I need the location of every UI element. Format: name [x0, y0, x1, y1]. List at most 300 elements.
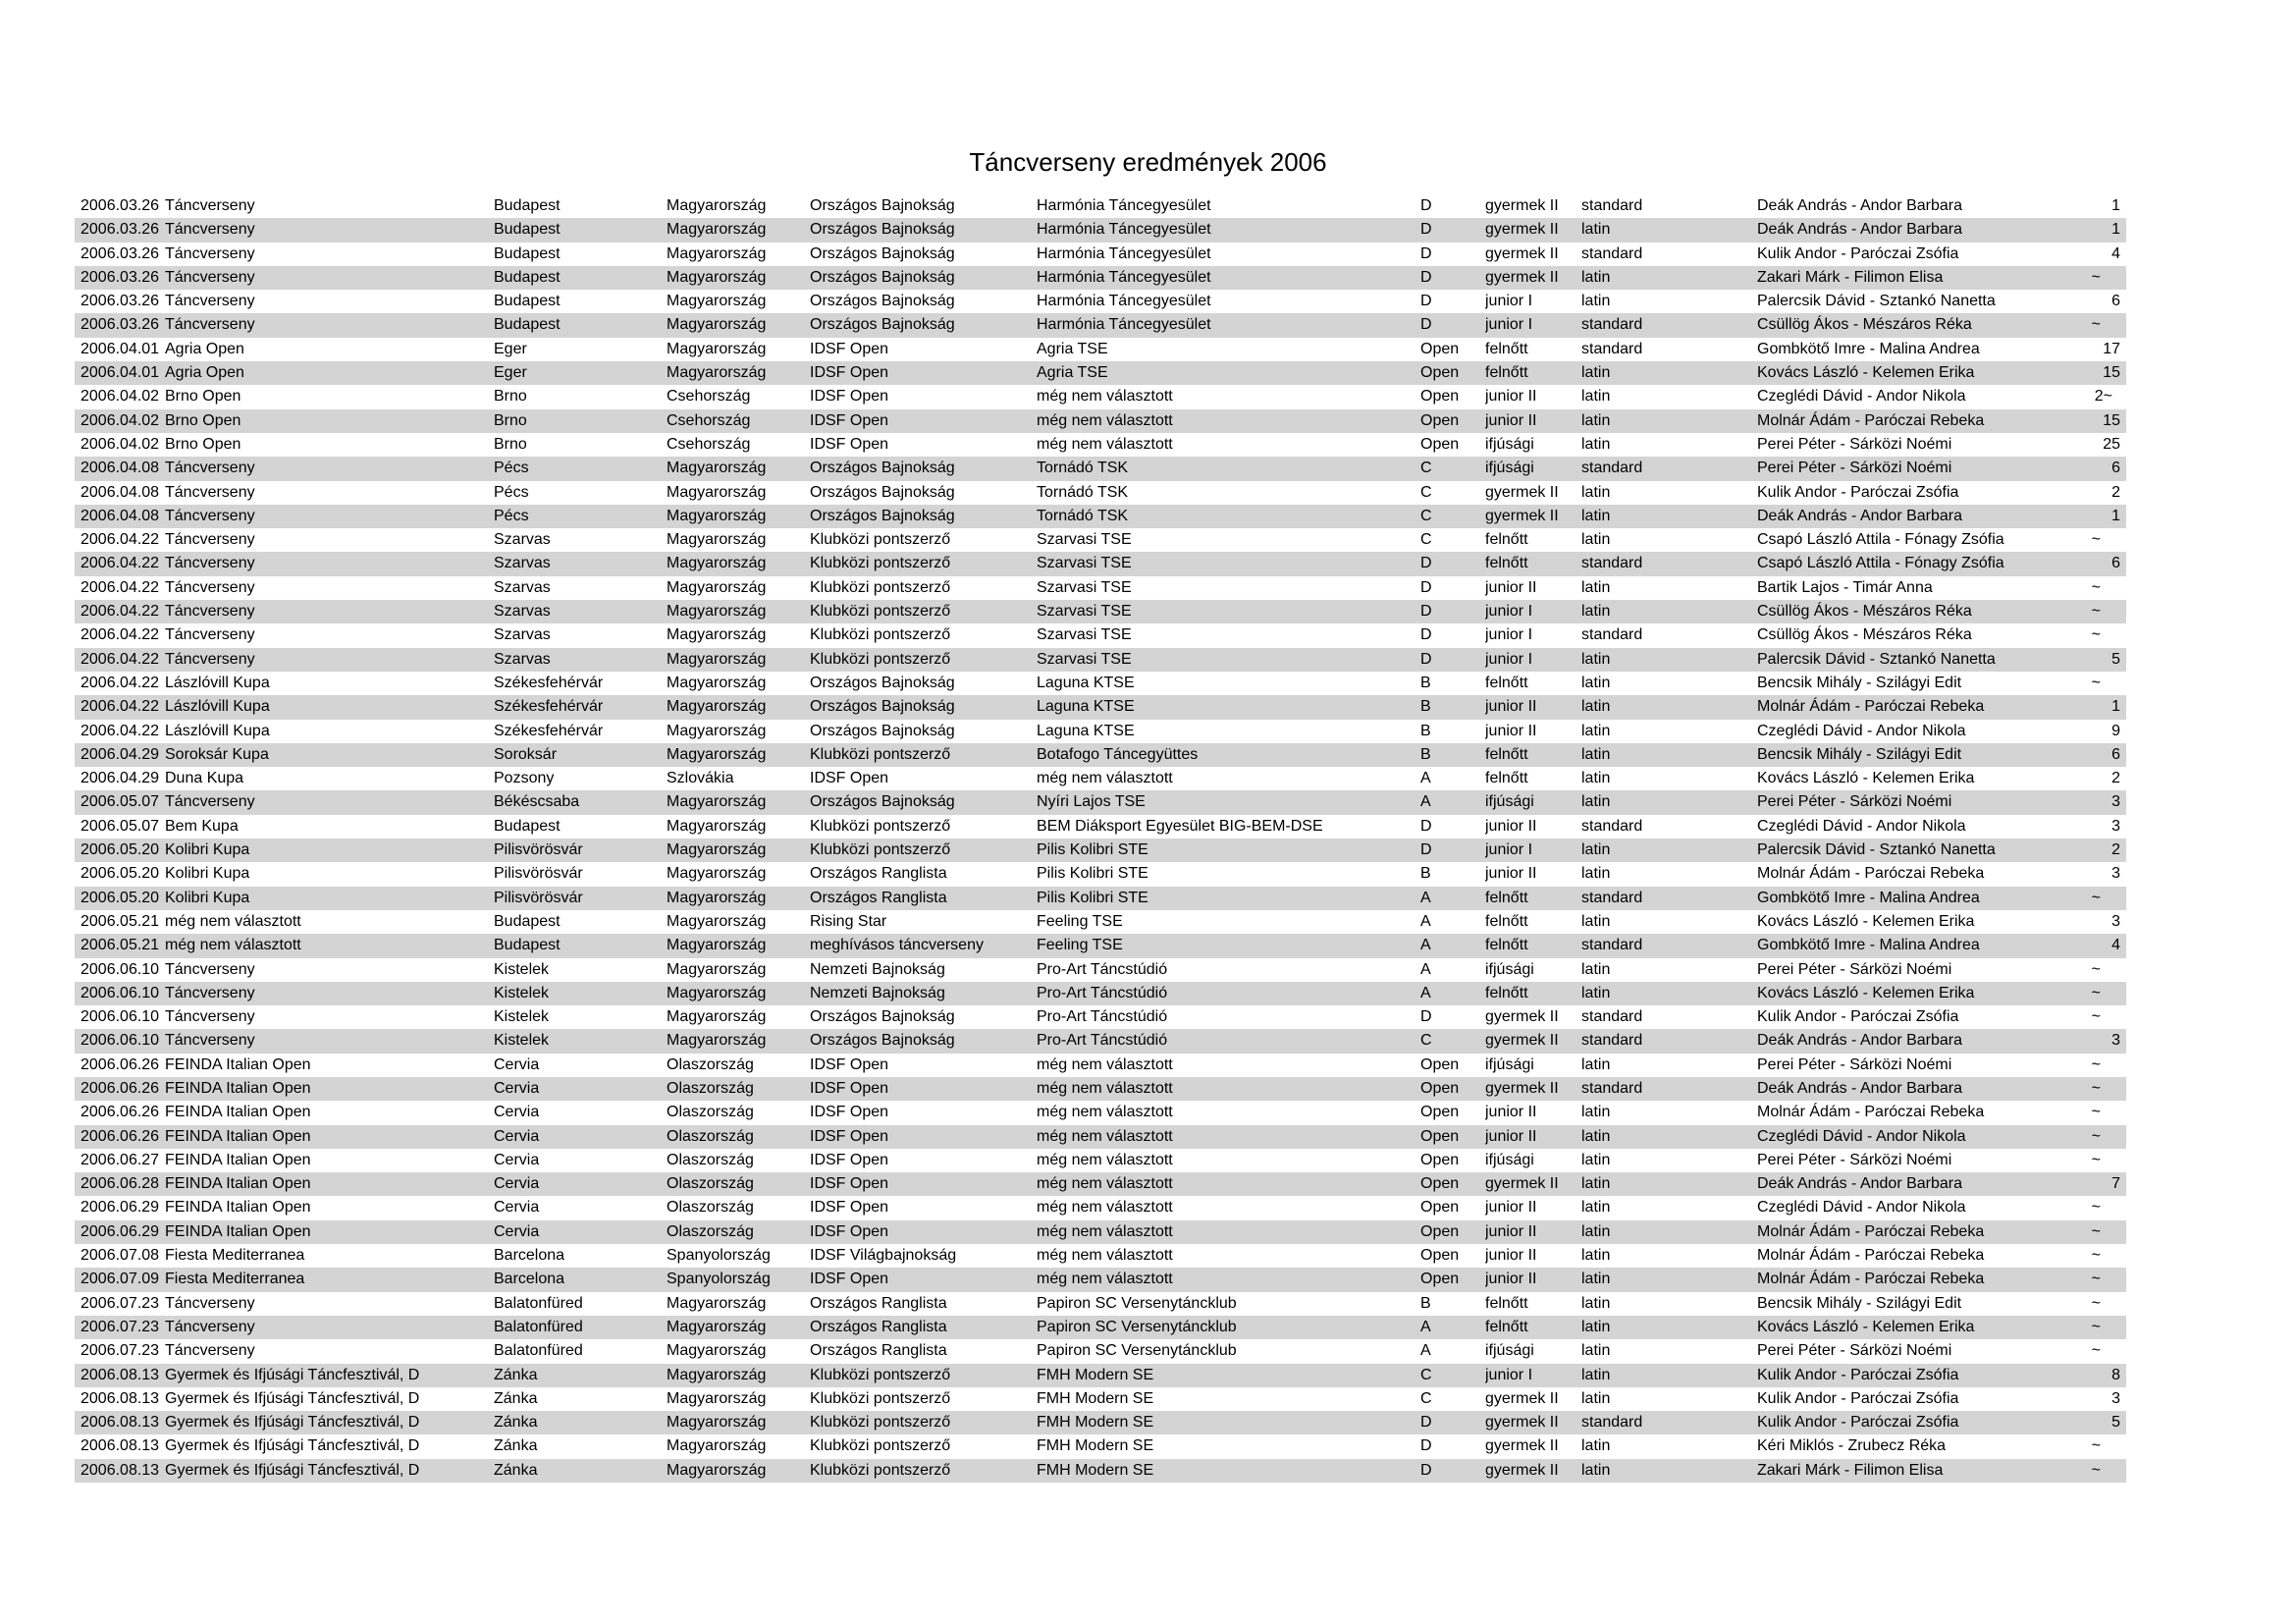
- cell-country: Magyarország: [667, 1342, 767, 1360]
- cell-city: Budapest: [494, 268, 561, 286]
- cell-couple: Kéri Miklós - Zrubecz Réka: [1757, 1437, 1947, 1455]
- cell-age-group: junior I: [1485, 626, 1533, 644]
- cell-couple: Deák András - Andor Barbara: [1757, 221, 1963, 239]
- cell-result: 4: [2111, 937, 2120, 954]
- cell-style: latin: [1581, 531, 1611, 549]
- cell-event-name: Táncverseny: [165, 793, 255, 811]
- cell-style: latin: [1581, 698, 1611, 716]
- cell-city: Budapest: [494, 221, 561, 239]
- cell-competition-type: Klubközi pontszerző: [810, 1437, 951, 1455]
- table-row[interactable]: [75, 243, 2126, 266]
- cell-city: Kistelek: [494, 1008, 550, 1026]
- table-row[interactable]: [75, 1268, 2126, 1291]
- table-row[interactable]: [75, 958, 2126, 982]
- table-row[interactable]: [75, 1364, 2126, 1387]
- cell-age-group: junior II: [1485, 865, 1537, 883]
- cell-organizer: még nem választott: [1037, 411, 1173, 429]
- cell-couple: Molnár Ádám - Paróczai Rebeka: [1757, 698, 1985, 716]
- table-row[interactable]: [75, 887, 2126, 910]
- table-row[interactable]: [75, 1005, 2126, 1029]
- cell-city: Cervia: [494, 1222, 540, 1240]
- cell-style: latin: [1581, 770, 1611, 787]
- cell-date: 2006.07.09: [80, 1271, 160, 1288]
- cell-organizer: Harmónia Táncegyesület: [1037, 316, 1211, 334]
- cell-competition-type: Országos Bajnokság: [810, 221, 955, 239]
- cell-country: Magyarország: [667, 1032, 767, 1050]
- cell-country: Magyarország: [667, 244, 767, 262]
- cell-competition-type: Országos Bajnokság: [810, 293, 955, 310]
- cell-city: Budapest: [494, 817, 561, 835]
- cell-competition-type: Klubközi pontszerző: [810, 1389, 951, 1407]
- cell-event-name: Táncverseny: [165, 1032, 255, 1050]
- cell-competition-type: Országos Ranglista: [810, 865, 947, 883]
- cell-event-name: Brno Open: [165, 435, 241, 453]
- cell-couple: Kulik Andor - Paróczai Zsófia: [1757, 1389, 1959, 1407]
- cell-couple: Kovács László - Kelemen Erika: [1757, 770, 1975, 787]
- cell-style: latin: [1581, 650, 1611, 668]
- cell-result: ~: [2091, 674, 2101, 691]
- cell-city: Cervia: [494, 1127, 540, 1145]
- cell-age-group: ifjúsági: [1485, 1151, 1534, 1168]
- cell-result: 4: [2111, 244, 2120, 262]
- cell-organizer: Pro-Art Táncstúdió: [1037, 1008, 1168, 1026]
- cell-result: ~: [2091, 603, 2101, 621]
- table-row[interactable]: [75, 862, 2126, 886]
- cell-style: latin: [1581, 674, 1611, 691]
- cell-country: Magyarország: [667, 460, 767, 477]
- table-row[interactable]: [75, 815, 2126, 839]
- cell-country: Magyarország: [667, 555, 767, 572]
- cell-class: D: [1420, 293, 1432, 310]
- table-row[interactable]: [75, 528, 2126, 552]
- cell-style: latin: [1581, 745, 1611, 763]
- cell-country: Spanyolország: [667, 1247, 771, 1265]
- cell-age-group: felnőtt: [1485, 340, 1528, 357]
- cell-date: 2006.04.08: [80, 507, 160, 524]
- cell-competition-type: IDSF Open: [810, 1151, 889, 1168]
- table-row[interactable]: [75, 1125, 2126, 1149]
- cell-city: Cervia: [494, 1175, 540, 1193]
- cell-event-name: Agria Open: [165, 364, 244, 382]
- cell-style: latin: [1581, 912, 1611, 930]
- cell-couple: Csapó László Attila - Fónagy Zsófia: [1757, 531, 2004, 549]
- cell-style: latin: [1581, 865, 1611, 883]
- cell-style: latin: [1581, 1247, 1611, 1265]
- cell-city: Zánka: [494, 1461, 538, 1479]
- cell-country: Olaszország: [667, 1104, 754, 1121]
- cell-age-group: ifjúsági: [1485, 960, 1534, 978]
- cell-age-group: felnőtt: [1485, 555, 1528, 572]
- cell-date: 2006.07.23: [80, 1294, 160, 1312]
- table-row[interactable]: [75, 1220, 2126, 1244]
- table-row[interactable]: [75, 1196, 2126, 1219]
- cell-city: Eger: [494, 364, 527, 382]
- cell-event-name: Duna Kupa: [165, 770, 244, 787]
- cell-event-name: Táncverseny: [165, 578, 255, 596]
- cell-couple: Kulik Andor - Paróczai Zsófia: [1757, 1414, 1959, 1432]
- cell-country: Magyarország: [667, 650, 767, 668]
- table-row[interactable]: [75, 648, 2126, 672]
- cell-competition-type: IDSF Open: [810, 388, 889, 406]
- cell-event-name: Táncverseny: [165, 1294, 255, 1312]
- cell-class: Open: [1420, 340, 1460, 357]
- cell-couple: Deák András - Andor Barbara: [1757, 1175, 1963, 1193]
- cell-date: 2006.06.26: [80, 1055, 160, 1073]
- table-row[interactable]: [75, 1172, 2126, 1196]
- cell-event-name: Táncverseny: [165, 626, 255, 644]
- table-row[interactable]: [75, 338, 2126, 361]
- cell-organizer: még nem választott: [1037, 770, 1173, 787]
- cell-result: 3: [2111, 1389, 2120, 1407]
- cell-city: Balatonfüred: [494, 1342, 583, 1360]
- cell-class: D: [1420, 197, 1432, 214]
- cell-class: C: [1420, 1366, 1432, 1383]
- cell-country: Magyarország: [667, 937, 767, 954]
- cell-country: Magyarország: [667, 793, 767, 811]
- cell-competition-type: Országos Bajnokság: [810, 197, 955, 214]
- cell-country: Magyarország: [667, 1389, 767, 1407]
- table-row[interactable]: [75, 1149, 2126, 1172]
- cell-organizer: még nem választott: [1037, 388, 1173, 406]
- cell-city: Zánka: [494, 1389, 538, 1407]
- cell-competition-type: Klubközi pontszerző: [810, 578, 951, 596]
- cell-city: Brno: [494, 388, 527, 406]
- cell-date: 2006.06.27: [80, 1151, 160, 1168]
- cell-city: Zánka: [494, 1437, 538, 1455]
- cell-class: A: [1420, 1342, 1431, 1360]
- cell-country: Olaszország: [667, 1175, 754, 1193]
- cell-age-group: junior II: [1485, 817, 1537, 835]
- cell-result: 2: [2111, 770, 2120, 787]
- table-row[interactable]: [75, 576, 2126, 600]
- cell-organizer: Harmónia Táncegyesület: [1037, 268, 1211, 286]
- cell-age-group: gyermek II: [1485, 1389, 1559, 1407]
- cell-age-group: junior II: [1485, 1247, 1537, 1265]
- cell-city: Budapest: [494, 316, 561, 334]
- cell-couple: Kovács László - Kelemen Erika: [1757, 912, 1975, 930]
- cell-competition-type: IDSF Open: [810, 1199, 889, 1217]
- table-row[interactable]: [75, 1339, 2126, 1363]
- cell-date: 2006.04.01: [80, 340, 160, 357]
- cell-couple: Bartik Lajos - Timár Anna: [1757, 578, 1933, 596]
- cell-country: Magyarország: [667, 603, 767, 621]
- cell-result: ~: [2091, 316, 2101, 334]
- cell-competition-type: Klubközi pontszerző: [810, 603, 951, 621]
- cell-competition-type: Országos Ranglista: [810, 1294, 947, 1312]
- cell-result: 2: [2111, 483, 2120, 501]
- cell-class: Open: [1420, 364, 1460, 382]
- cell-organizer: még nem választott: [1037, 1104, 1173, 1121]
- cell-date: 2006.04.22: [80, 722, 160, 739]
- table-row[interactable]: [75, 313, 2126, 337]
- cell-date: 2006.03.26: [80, 221, 160, 239]
- cell-date: 2006.04.08: [80, 483, 160, 501]
- cell-result: ~: [2091, 984, 2101, 1001]
- cell-competition-type: IDSF Open: [810, 1175, 889, 1193]
- table-row[interactable]: [75, 1101, 2126, 1124]
- cell-class: C: [1420, 531, 1432, 549]
- cell-competition-type: Klubközi pontszerző: [810, 841, 951, 859]
- cell-couple: Czeglédi Dávid - Andor Nikola: [1757, 817, 1966, 835]
- table-row[interactable]: [75, 790, 2126, 814]
- table-row[interactable]: [75, 1411, 2126, 1434]
- table-row[interactable]: [75, 839, 2126, 862]
- cell-event-name: Táncverseny: [165, 483, 255, 501]
- table-row[interactable]: [75, 481, 2126, 505]
- cell-class: Open: [1420, 1055, 1460, 1073]
- cell-city: Budapest: [494, 293, 561, 310]
- cell-style: latin: [1581, 1318, 1611, 1335]
- cell-competition-type: IDSF Open: [810, 1127, 889, 1145]
- cell-event-name: Táncverseny: [165, 1008, 255, 1026]
- cell-result: 3: [2111, 817, 2120, 835]
- cell-style: latin: [1581, 1151, 1611, 1168]
- cell-class: A: [1420, 770, 1431, 787]
- table-row[interactable]: [75, 433, 2126, 457]
- cell-style: standard: [1581, 626, 1643, 644]
- cell-country: Magyarország: [667, 364, 767, 382]
- cell-country: Spanyolország: [667, 1271, 771, 1288]
- table-row[interactable]: [75, 1054, 2126, 1077]
- cell-date: 2006.06.10: [80, 960, 160, 978]
- cell-couple: Gombkötő Imre - Malina Andrea: [1757, 937, 1980, 954]
- cell-country: Magyarország: [667, 293, 767, 310]
- cell-result: ~: [2091, 1079, 2101, 1097]
- cell-result: 1: [2111, 197, 2120, 214]
- cell-organizer: FMH Modern SE: [1037, 1366, 1154, 1383]
- cell-style: latin: [1581, 364, 1611, 382]
- table-row[interactable]: [75, 767, 2126, 790]
- cell-city: Cervia: [494, 1151, 540, 1168]
- cell-country: Magyarország: [667, 483, 767, 501]
- table-row[interactable]: [75, 194, 2126, 218]
- cell-city: Pilisvörösvár: [494, 865, 583, 883]
- cell-country: Magyarország: [667, 507, 767, 524]
- table-row[interactable]: [75, 1434, 2126, 1458]
- cell-result: ~: [2091, 1271, 2101, 1288]
- cell-competition-type: IDSF Open: [810, 411, 889, 429]
- cell-age-group: ifjúsági: [1485, 435, 1534, 453]
- cell-class: A: [1420, 889, 1431, 906]
- cell-city: Soroksár: [494, 745, 558, 763]
- cell-date: 2006.08.13: [80, 1461, 160, 1479]
- table-row[interactable]: [75, 743, 2126, 767]
- cell-city: Budapest: [494, 197, 561, 214]
- cell-country: Magyarország: [667, 698, 767, 716]
- cell-result: ~: [2091, 1104, 2101, 1121]
- table-row[interactable]: [75, 361, 2126, 385]
- cell-couple: Molnár Ádám - Paróczai Rebeka: [1757, 865, 1985, 883]
- cell-competition-type: Országos Bajnokság: [810, 483, 955, 501]
- cell-style: latin: [1581, 1342, 1611, 1360]
- cell-country: Magyarország: [667, 1366, 767, 1383]
- cell-date: 2006.05.20: [80, 865, 160, 883]
- cell-style: latin: [1581, 984, 1611, 1001]
- cell-class: A: [1420, 793, 1431, 811]
- cell-city: Cervia: [494, 1079, 540, 1097]
- table-row[interactable]: [75, 672, 2126, 695]
- cell-class: A: [1420, 1318, 1431, 1335]
- table-row[interactable]: [75, 934, 2126, 957]
- cell-date: 2006.03.26: [80, 244, 160, 262]
- table-row[interactable]: [75, 385, 2126, 408]
- cell-style: latin: [1581, 1461, 1611, 1479]
- cell-age-group: junior I: [1485, 316, 1533, 334]
- table-row[interactable]: [75, 505, 2126, 528]
- cell-date: 2006.07.23: [80, 1342, 160, 1360]
- cell-date: 2006.07.23: [80, 1318, 160, 1335]
- cell-event-name: Soroksár Kupa: [165, 745, 269, 763]
- cell-style: latin: [1581, 411, 1611, 429]
- cell-organizer: Pilis Kolibri STE: [1037, 889, 1148, 906]
- cell-competition-type: Országos Bajnokság: [810, 316, 955, 334]
- cell-style: latin: [1581, 1222, 1611, 1240]
- cell-organizer: Laguna KTSE: [1037, 698, 1135, 716]
- table-row[interactable]: [75, 266, 2126, 290]
- cell-event-name: Táncverseny: [165, 268, 255, 286]
- cell-class: Open: [1420, 411, 1460, 429]
- table-row[interactable]: [75, 600, 2126, 623]
- cell-style: latin: [1581, 507, 1611, 524]
- cell-event-name: Gyermek és Ifjúsági Táncfesztivál, D: [165, 1437, 420, 1455]
- cell-couple: Zakari Márk - Filimon Elisa: [1757, 1461, 1944, 1479]
- cell-organizer: Tornádó TSK: [1037, 483, 1129, 501]
- cell-organizer: Szarvasi TSE: [1037, 531, 1132, 549]
- cell-couple: Perei Péter - Sárközi Noémi: [1757, 435, 1952, 453]
- cell-city: Szarvas: [494, 531, 551, 549]
- cell-event-name: Táncverseny: [165, 507, 255, 524]
- cell-competition-type: Nemzeti Bajnokság: [810, 984, 945, 1001]
- cell-date: 2006.05.20: [80, 889, 160, 906]
- cell-result: 3: [2111, 793, 2120, 811]
- cell-organizer: Pilis Kolibri STE: [1037, 841, 1148, 859]
- cell-age-group: felnőtt: [1485, 770, 1528, 787]
- cell-event-name: Gyermek és Ifjúsági Táncfesztivál, D: [165, 1461, 420, 1479]
- cell-age-group: gyermek II: [1485, 244, 1559, 262]
- table-row[interactable]: [75, 1029, 2126, 1053]
- cell-organizer: Papiron SC Versenytáncklub: [1037, 1294, 1237, 1312]
- cell-country: Magyarország: [667, 984, 767, 1001]
- cell-country: Magyarország: [667, 960, 767, 978]
- cell-country: Csehország: [667, 411, 751, 429]
- cell-couple: Palercsik Dávid - Sztankó Nanetta: [1757, 650, 1996, 668]
- cell-country: Magyarország: [667, 531, 767, 549]
- table-row[interactable]: [75, 623, 2126, 647]
- cell-age-group: junior II: [1485, 411, 1537, 429]
- cell-city: Pilisvörösvár: [494, 889, 583, 906]
- cell-organizer: Szarvasi TSE: [1037, 650, 1132, 668]
- cell-result: ~: [2091, 626, 2101, 644]
- table-row[interactable]: [75, 720, 2126, 743]
- table-row[interactable]: [75, 982, 2126, 1005]
- table-row[interactable]: [75, 1387, 2126, 1411]
- cell-city: Szarvas: [494, 626, 551, 644]
- cell-class: Open: [1420, 435, 1460, 453]
- cell-competition-type: IDSF Open: [810, 770, 889, 787]
- cell-date: 2006.03.26: [80, 197, 160, 214]
- table-row[interactable]: [75, 1316, 2126, 1339]
- cell-organizer: Pro-Art Táncstúdió: [1037, 960, 1168, 978]
- cell-country: Magyarország: [667, 1414, 767, 1432]
- cell-city: Brno: [494, 435, 527, 453]
- cell-result: 6: [2111, 555, 2120, 572]
- cell-competition-type: IDSF Open: [810, 364, 889, 382]
- table-row[interactable]: [75, 218, 2126, 242]
- cell-couple: Palercsik Dávid - Sztankó Nanetta: [1757, 841, 1996, 859]
- cell-event-name: Gyermek és Ifjúsági Táncfesztivál, D: [165, 1414, 420, 1432]
- cell-organizer: Papiron SC Versenytáncklub: [1037, 1318, 1237, 1335]
- cell-event-name: Brno Open: [165, 411, 241, 429]
- cell-result: 15: [2103, 364, 2120, 382]
- cell-age-group: felnőtt: [1485, 984, 1528, 1001]
- cell-date: 2006.04.22: [80, 698, 160, 716]
- table-row[interactable]: [75, 409, 2126, 433]
- cell-organizer: Botafogo Táncegyüttes: [1037, 745, 1199, 763]
- cell-city: Pécs: [494, 460, 529, 477]
- cell-date: 2006.06.28: [80, 1175, 160, 1193]
- cell-country: Magyarország: [667, 841, 767, 859]
- cell-style: latin: [1581, 483, 1611, 501]
- cell-class: D: [1420, 221, 1432, 239]
- cell-event-name: Táncverseny: [165, 293, 255, 310]
- cell-age-group: junior I: [1485, 1366, 1533, 1383]
- cell-country: Magyarország: [667, 1294, 767, 1312]
- cell-style: standard: [1581, 316, 1643, 334]
- table-row[interactable]: [75, 1292, 2126, 1316]
- cell-city: Zánka: [494, 1414, 538, 1432]
- cell-competition-type: IDSF Open: [810, 1079, 889, 1097]
- cell-city: Budapest: [494, 244, 561, 262]
- cell-style: latin: [1581, 722, 1611, 739]
- cell-organizer: Harmónia Táncegyesület: [1037, 221, 1211, 239]
- cell-date: 2006.04.22: [80, 603, 160, 621]
- cell-event-name: Lászlóvill Kupa: [165, 722, 270, 739]
- cell-couple: Kovács László - Kelemen Erika: [1757, 364, 1975, 382]
- cell-date: 2006.04.22: [80, 555, 160, 572]
- cell-class: C: [1420, 1032, 1432, 1050]
- cell-organizer: FMH Modern SE: [1037, 1437, 1154, 1455]
- cell-couple: Deák András - Andor Barbara: [1757, 1079, 1963, 1097]
- cell-date: 2006.05.21: [80, 937, 160, 954]
- cell-class: D: [1420, 626, 1432, 644]
- table-row[interactable]: [75, 290, 2126, 313]
- cell-couple: Czeglédi Dávid - Andor Nikola: [1757, 388, 1966, 406]
- table-row[interactable]: [75, 457, 2126, 480]
- table-row[interactable]: [75, 1244, 2126, 1268]
- cell-style: standard: [1581, 340, 1643, 357]
- cell-organizer: Laguna KTSE: [1037, 674, 1135, 691]
- table-row[interactable]: [75, 910, 2126, 934]
- cell-class: Open: [1420, 1127, 1460, 1145]
- cell-country: Olaszország: [667, 1079, 754, 1097]
- cell-organizer: Szarvasi TSE: [1037, 626, 1132, 644]
- cell-event-name: Táncverseny: [165, 316, 255, 334]
- cell-event-name: FEINDA Italian Open: [165, 1127, 311, 1145]
- cell-organizer: Feeling TSE: [1037, 937, 1123, 954]
- table-row[interactable]: [75, 1077, 2126, 1101]
- cell-couple: Molnár Ádám - Paróczai Rebeka: [1757, 1222, 1985, 1240]
- cell-city: Cervia: [494, 1104, 540, 1121]
- table-row[interactable]: [75, 695, 2126, 719]
- cell-organizer: még nem választott: [1037, 435, 1173, 453]
- table-row[interactable]: [75, 552, 2126, 575]
- cell-country: Magyarország: [667, 197, 767, 214]
- page-title: Táncverseny eredmények 2006: [969, 147, 1327, 177]
- cell-result: 1: [2111, 507, 2120, 524]
- cell-result: 6: [2111, 460, 2120, 477]
- table-row[interactable]: [75, 1459, 2126, 1483]
- cell-organizer: FMH Modern SE: [1037, 1414, 1154, 1432]
